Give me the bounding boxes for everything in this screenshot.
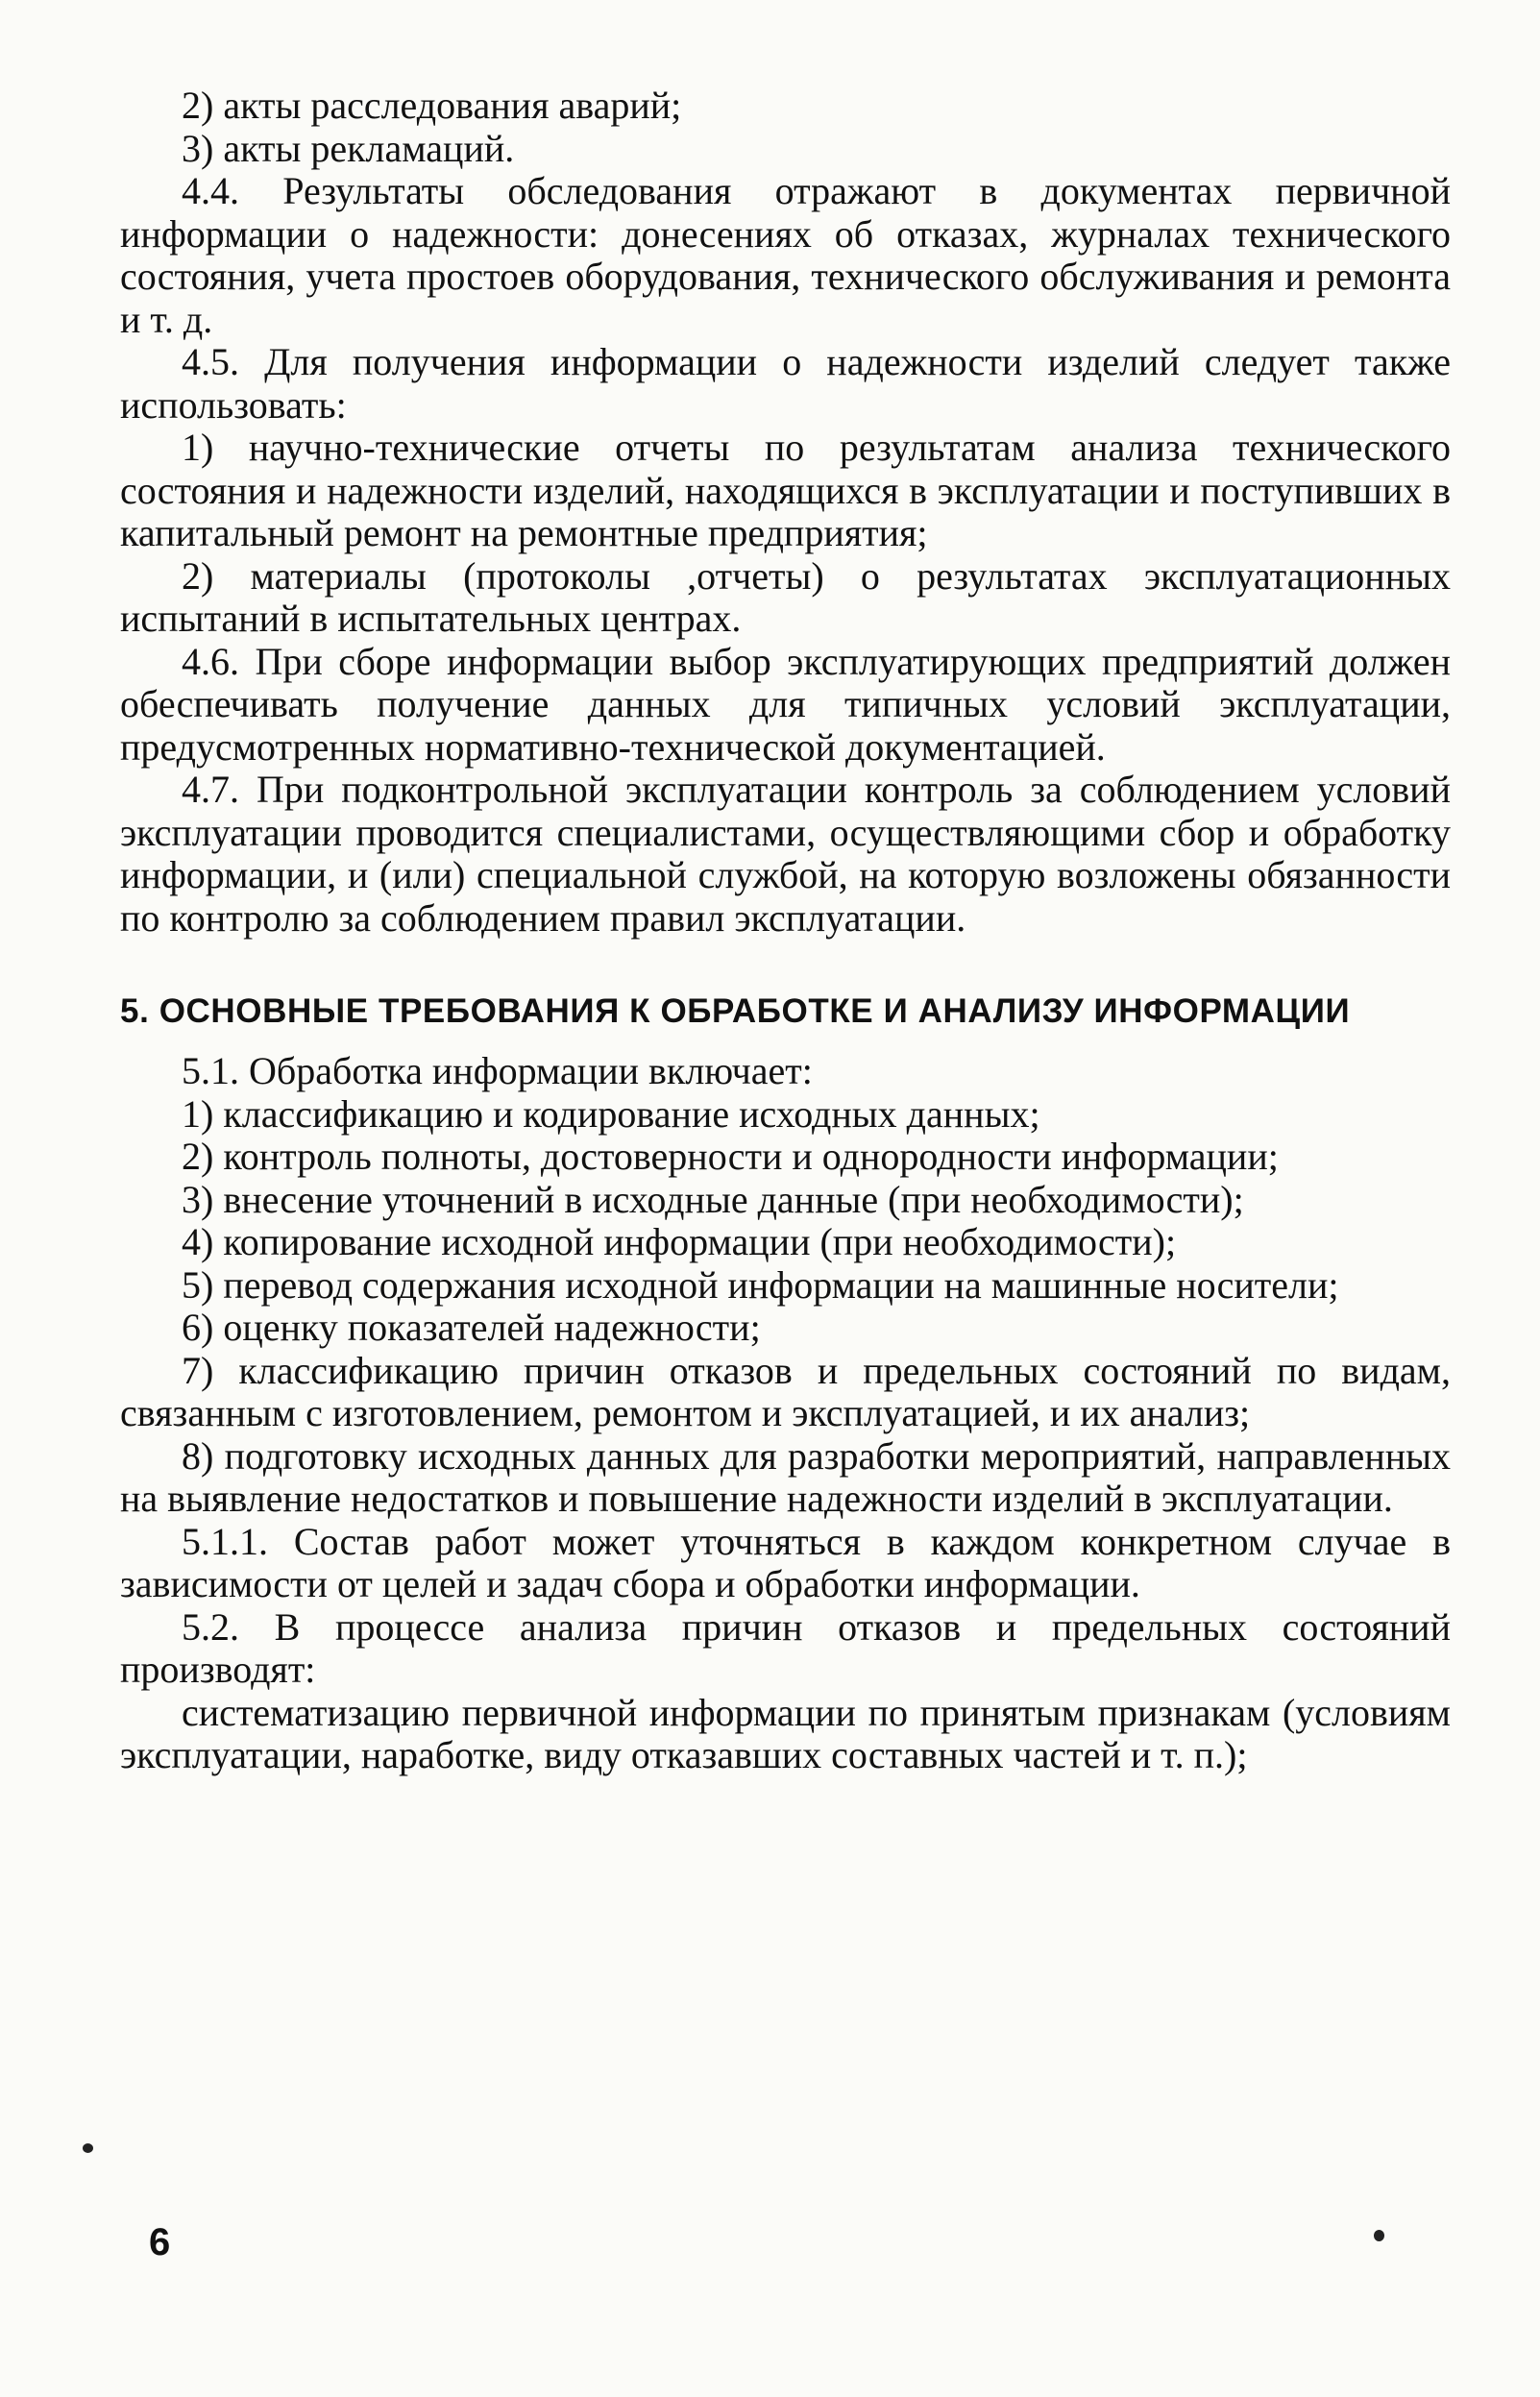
list-item: 2) акты расследования аварий; [182, 84, 682, 127]
paragraph-5-1: 5.1. Обработка информации включает: [182, 1049, 813, 1092]
ink-speck [1374, 2230, 1384, 2241]
ink-speck [83, 2143, 93, 2153]
section-heading: 5. ОСНОВНЫЕ ТРЕБОВАНИЯ К ОБРАБОТКЕ И АНАЛИЗУ ИНФОРМАЦИИ [120, 992, 1351, 1030]
list-item: 2) материалы (протоколы ,отчеты) о результатах эксплуатационных испытаний в испытательных центрах. [120, 553, 1451, 640]
page-number: 6 [149, 2221, 171, 2263]
list-item: 4) копирование исходной информации (при необходимости); [182, 1220, 1177, 1263]
list-item: 6) оценку показателей надежности; [182, 1306, 761, 1349]
list-item: 8) подготовку исходных данных для разработки мероприятий, направленных на выявление недостатков и повышение надежности изделий в эксплуатации. [120, 1433, 1451, 1520]
document-page [120, 85, 1451, 1777]
list-item: 1) классификацию и кодирование исходных данных; [182, 1091, 1040, 1136]
list-item: 3) акты рекламаций. [182, 126, 515, 170]
list-item: 2) контроль полноты, достоверности и однородности информации; [182, 1135, 1279, 1178]
paragraph-4-5: 4.5. Для получения информации о надежности изделий следует также использовать: [120, 340, 1451, 427]
paragraph-4-4: 4.4. Результаты обследования отражают в документах первичной информации о надежности: донесениях об отказах, журналах технического состояния, учета простоев оборудования, технического обслуживания и ремонта и т. д. [120, 169, 1451, 341]
list-item: 7) классификацию причин отказов и предельных состояний по видам, связанным с изготовлением, ремонтом и эксплуатацией, и их анализ; [120, 1348, 1451, 1434]
paragraph-5-2: 5.2. В процессе анализа причин отказов и предельных состояний производят: [120, 1604, 1451, 1691]
list-item: 3) внесение уточнений в исходные данные (при необходимости); [182, 1177, 1244, 1221]
paragraph-5-1-1: 5.1.1. Состав работ может уточняться в каждом конкретном случае в зависимости от целей и задач сбора и обработки информации. [120, 1519, 1451, 1605]
paragraph-4-6: 4.6. При сборе информации выбор эксплуатирующих предприятий должен обеспечивать получение данных для типичных условий эксплуатации, предусмотренных нормативно-технической документацией. [120, 639, 1451, 769]
paragraph-4-7: 4.7. При подконтрольной эксплуатации контроль за соблюдением условий эксплуатации проводится специалистами, осуществляющими сбор и обработку информации, и (или) специальной службой, на которую возложены обязанности по контролю за соблюдением правил эксплуатации. [120, 768, 1451, 940]
list-item: 1) научно-технические отчеты по результатам анализа технического состояния и надежности изделий, находящихся в эксплуатации и поступивших в капитальный ремонт на ремонтные предприятия; [120, 426, 1451, 554]
list-item: систематизацию первичной информации по принятым признакам (условиям эксплуатации, наработке, виду отказавших составных частей и т. п.); [120, 1690, 1451, 1776]
list-item: 5) перевод содержания исходной информации на машинные носители; [182, 1262, 1339, 1307]
